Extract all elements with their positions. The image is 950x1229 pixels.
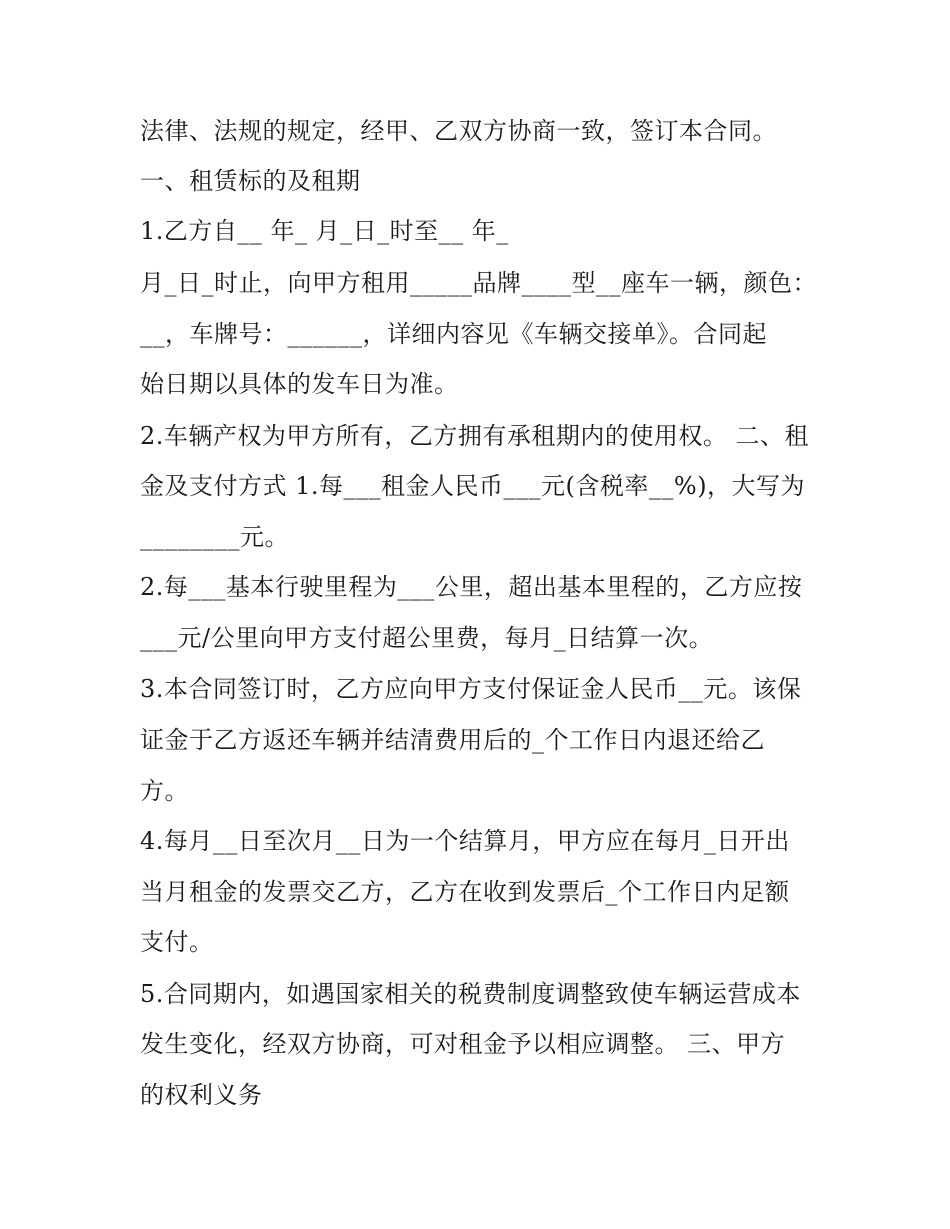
text-line: ________元。 (140, 523, 289, 551)
text-line: __，车牌号：______，详细内容见《车辆交接单》。合同起 (140, 320, 767, 348)
text-line: 发生变化，经双方协商，可对租金予以相应调整。 三、甲方 (140, 1030, 786, 1058)
text-line: 4.每月__日至次月__日为一个结算月，甲方应在每月_日开出 (140, 827, 790, 855)
text-line: ___元/公里向甲方支付超公里费，每月_日结算一次。 (140, 624, 714, 652)
text-line: 2.每___基本行驶里程为___公里，超出基本里程的，乙方应按 (140, 573, 803, 601)
text-line: 方。 (140, 777, 189, 805)
text-line: 5.合同期内，如遇国家相关的税费制度调整致使车辆运营成本 (140, 980, 801, 1008)
text-line: 2.车辆产权为甲方所有，乙方拥有承租期内的使用权。 二、租 (140, 422, 810, 450)
section-heading: 的权利义务 (140, 1081, 263, 1109)
text-line: 证金于乙方返还车辆并结清费用后的_个工作日内退还给乙 (140, 726, 765, 754)
text-line: 月_日_时止，向甲方租用_____品牌____型__座车一辆，颜色： (140, 269, 817, 297)
text-line: 支付。 (140, 928, 214, 956)
text-line: 金及支付方式 1.每___租金人民币___元(含税率__%)，大写为 (140, 472, 806, 500)
text-line: 1.乙方自__ 年_ 月_日_时至__ 年_ (140, 217, 509, 245)
text-line: 当月租金的发票交乙方，乙方在收到发票后_个工作日内足额 (140, 878, 790, 906)
text-line: 始日期以具体的发车日为准。 (140, 370, 459, 398)
text-line: 3.本合同签订时，乙方应向甲方支付保证金人民币__元。该保 (140, 675, 802, 703)
section-heading: 一、租赁标的及租期 (140, 167, 361, 195)
text-line: 法律、法规的规定，经甲、乙双方协商一致，签订本合同。 (140, 117, 777, 145)
